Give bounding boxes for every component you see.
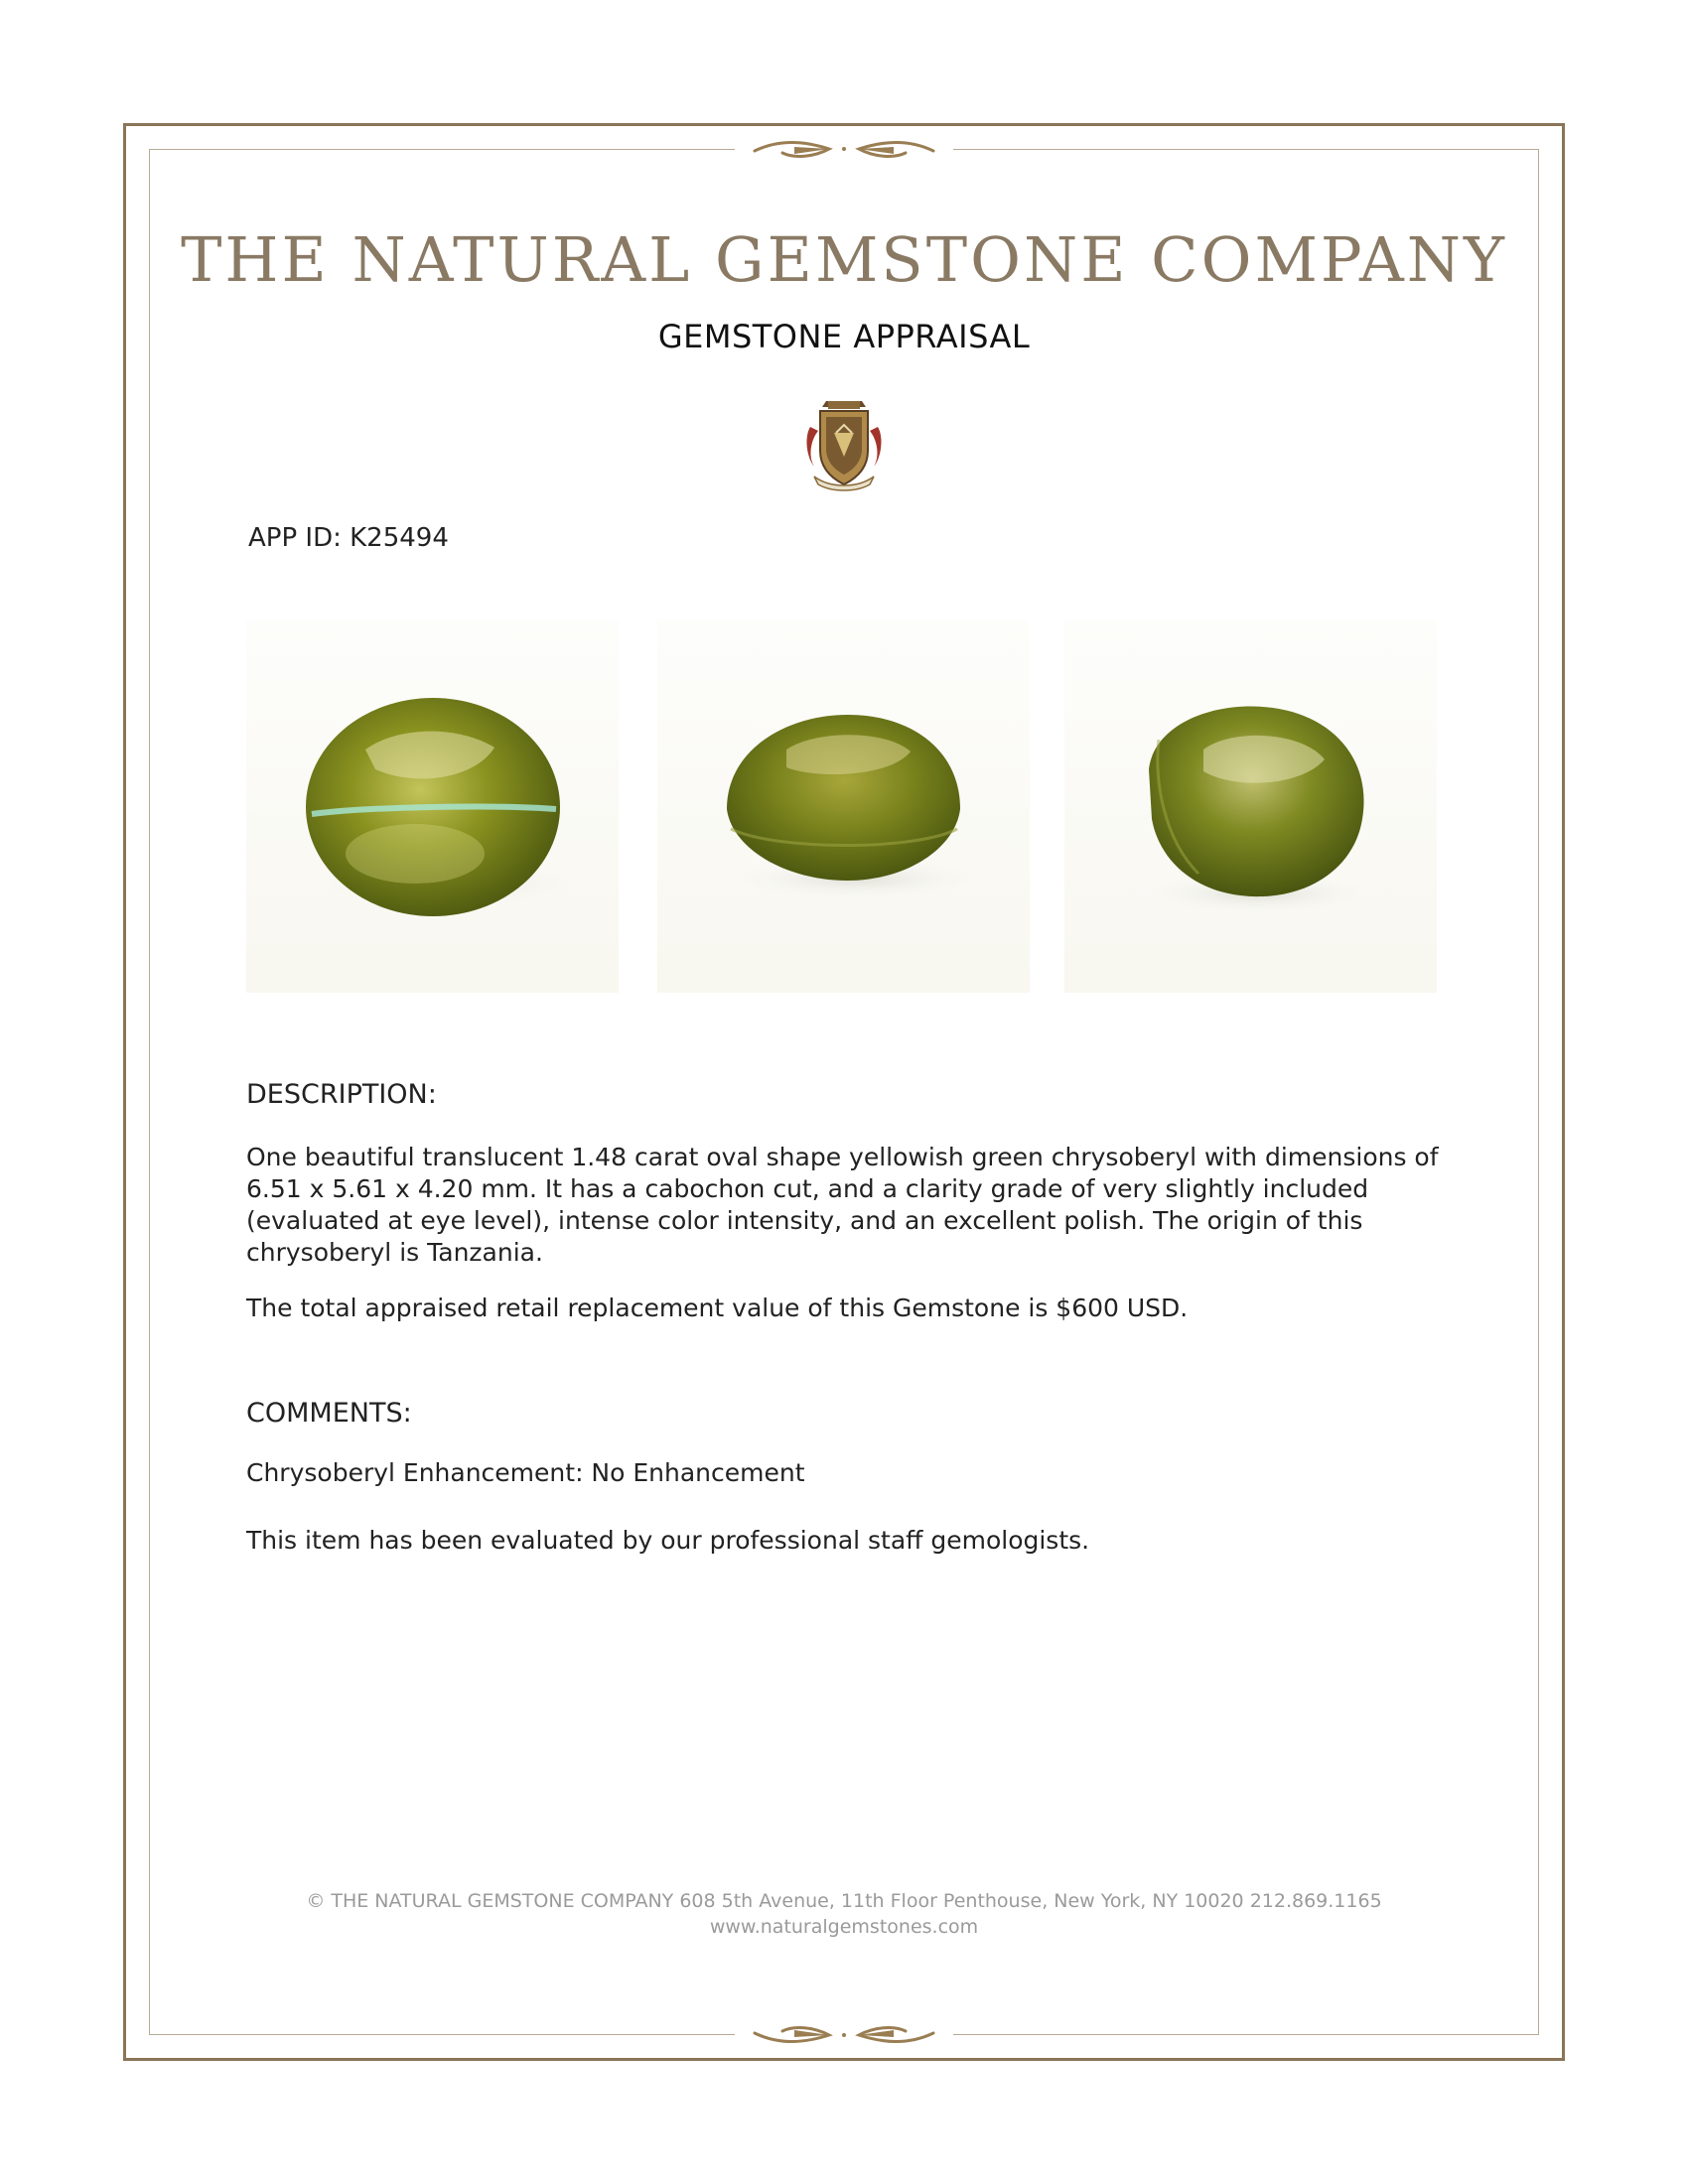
appraised-value-text: The total appraised retail replacement value of this Gemstone is $600 USD. bbox=[246, 1294, 1189, 1322]
app-id-label: APP ID: bbox=[248, 523, 342, 553]
flourish-ornament-icon bbox=[735, 129, 953, 169]
footer-address: © THE NATURAL GEMSTONE COMPANY 608 5th Avenue, 11th Floor Penthouse, New York, NY 10020 212.869.1165 bbox=[306, 1890, 1382, 1912]
heraldic-crest-icon bbox=[800, 397, 888, 496]
gem-photo-front bbox=[246, 620, 619, 993]
flourish-ornament-icon bbox=[735, 2015, 953, 2055]
enhancement-comment: Chrysoberyl Enhancement: No Enhancement bbox=[246, 1458, 805, 1487]
footer-website: www.naturalgemstones.com bbox=[709, 1916, 979, 1938]
gem-photo-side bbox=[657, 620, 1030, 993]
app-id-value: K25494 bbox=[350, 523, 449, 553]
description-heading: DESCRIPTION: bbox=[246, 1079, 437, 1110]
company-name: THE NATURAL GEMSTONE COMPANY bbox=[181, 223, 1507, 296]
document-title: GEMSTONE APPRAISAL bbox=[657, 318, 1031, 355]
gem-photo-angle bbox=[1064, 620, 1437, 993]
description-text: One beautiful translucent 1.48 carat oval shape yellowish green chrysoberyl with dimensions of 6.51 x 5.61 x 4.20 mm. It has a cabochon cut, and a clarity grade of very slightly included (evaluated at eye level), intense color intensity, and an excellent polish. The origin of this chrysoberyl is Tanzania. bbox=[246, 1143, 1439, 1267]
evaluation-comment: This item has been evaluated by our professional staff gemologists. bbox=[246, 1526, 1090, 1555]
app-id bbox=[248, 523, 449, 553]
comments-heading: COMMENTS: bbox=[246, 1398, 412, 1429]
